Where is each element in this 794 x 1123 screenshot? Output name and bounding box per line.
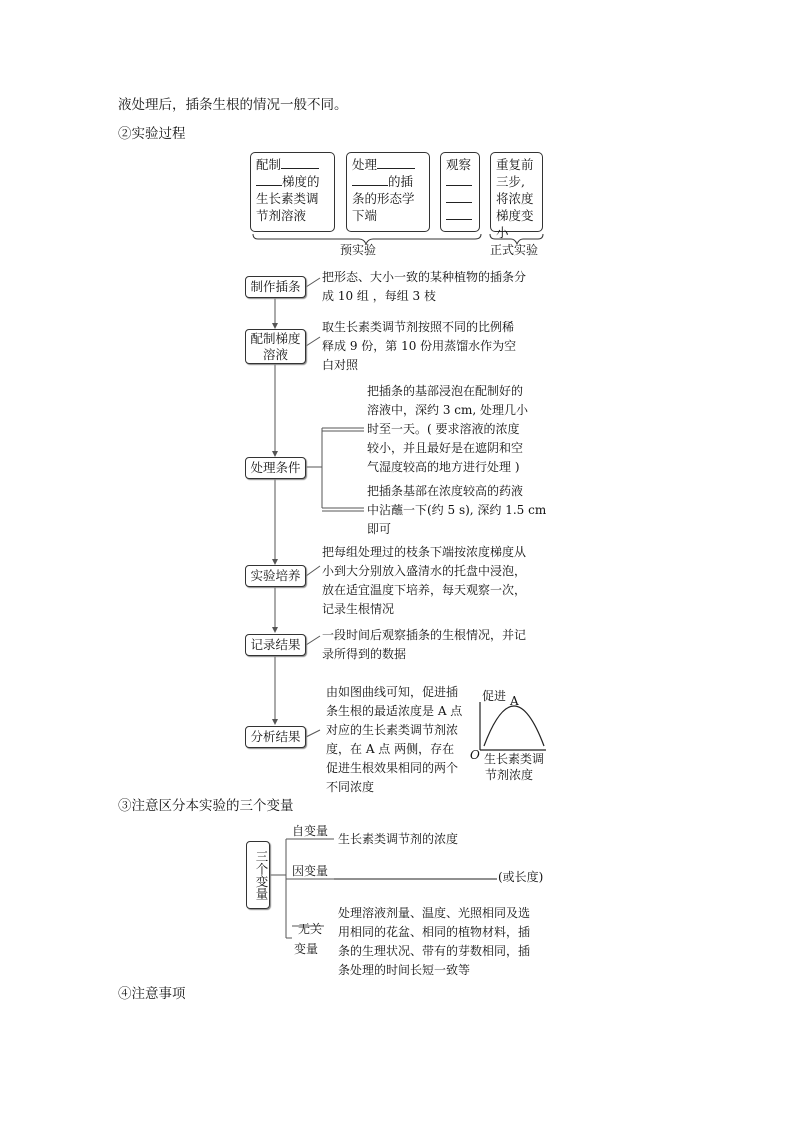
top-box-treat-mid: 的插 (388, 174, 414, 189)
step-treatment-desc-b (367, 482, 546, 539)
desc-line: 放在适宜温度下培养，每天观察一次， (322, 583, 527, 597)
intro-line: 液处理后，插条生根的情况一般不同。 (118, 97, 348, 113)
pre-experiment-label: 预实验 (340, 243, 377, 257)
mini-chart-ylabel: 促进 (482, 689, 507, 703)
desc-line: 处理溶液剂量、温度、光照相同及选 (338, 906, 531, 920)
desc-line: 对应的生长素类调节剂浓 (326, 723, 459, 737)
desc-line: 释成 9 份，第 10 份用蒸馏水作为空 (322, 339, 517, 353)
desc-line: 把形态、大小一致的某种植物的插条分 (322, 270, 527, 284)
step-analyze-desc (326, 683, 462, 797)
desc-line: 白对照 (322, 358, 359, 372)
step-culture-desc (322, 543, 526, 619)
desc-line: 取生长素类调节剂按照不同的比例稀 (322, 320, 515, 334)
step-prepare-solution: 配制梯度溶液 (245, 329, 306, 364)
desc-line: 成 10 组 ，每组 3 枝 (322, 289, 436, 303)
desc-line: 记录生根情况 (322, 602, 395, 616)
desc-line: 度，在 A 点 两侧，存在 (326, 742, 455, 756)
mini-chart-origin: O (470, 748, 480, 762)
desc-line: 条处理的时间长短一致等 (338, 963, 471, 977)
desc-line: 气湿度较高的地方进行处理 ) (367, 460, 520, 474)
top-box-prepare-rest: 生长素类调节剂溶液 (256, 191, 319, 223)
variables-root: 三个变量 (246, 841, 270, 909)
desc-line: 中沾蘸一下(约 5 s), 深约 1.5 cm (367, 503, 547, 517)
desc-line: 录所得到的数据 (322, 647, 407, 661)
desc-line: 把插条基部在浓度较高的药液 (367, 484, 524, 498)
independent-var-text: 生长素类调节剂的浓度 (338, 832, 459, 846)
step-record: 记录结果 (245, 634, 306, 656)
step-make-cuttings: 制作插条 (245, 276, 306, 298)
desc-line: 由如图曲线可知，促进插 (326, 685, 459, 699)
desc-line: 小到大分别放入盛清水的托盘中浸泡， (322, 564, 527, 578)
step-culture: 实验培养 (245, 565, 306, 587)
top-box-treat-pre: 处理 (352, 157, 378, 172)
desc-line: 一段时间后观察插条的生根情况，并记 (322, 628, 527, 642)
step-record-desc (322, 626, 526, 664)
desc-line: 溶液中，深约 3 cm, 处理几小 (367, 403, 528, 417)
dependent-var-label: 因变量 (292, 864, 329, 878)
mini-chart-peak-label: A (510, 694, 519, 708)
step-make-cuttings-desc (322, 268, 526, 306)
desc-line: 用相同的花盆、相同的植物材料，插 (338, 925, 531, 939)
step-treatment: 处理条件 (245, 457, 306, 479)
mini-chart-xlabel-line2: 节剂浓度 (485, 768, 534, 782)
step-treatment-desc-a (367, 382, 528, 477)
mini-chart-xlabel-line1: 生长素类调 (484, 752, 545, 766)
desc-line: 促进生根效果相同的两个 (326, 761, 459, 775)
top-box-treat-rest: 条的形态学下端 (352, 191, 415, 223)
irrelevant-var-text (338, 904, 530, 980)
independent-var-label: 自变量 (292, 824, 329, 838)
step-analyze: 分析结果 (245, 726, 306, 748)
desc-line: 即可 (367, 522, 392, 536)
dependent-var-suffix: (或长度) (498, 870, 544, 884)
top-box-prepare-mid: 梯度的 (282, 174, 320, 189)
top-box-observe-pre: 观察 (446, 157, 472, 172)
top-box-repeat-text: 重复前三步,将浓度梯度变小 (496, 157, 534, 240)
step-prepare-solution-desc (322, 318, 516, 375)
desc-line: 把每组处理过的枝条下端按浓度梯度从 (322, 545, 527, 559)
section2-heading: ②实验过程 (118, 126, 186, 142)
desc-line: 把插条的基部浸泡在配制好的 (367, 384, 524, 398)
section4-heading: ④注意事项 (118, 986, 186, 1002)
desc-line: 时至一天。( 要求溶液的浓度 (367, 422, 520, 436)
desc-line: 条生根的最适浓度是 A 点 (326, 704, 463, 718)
desc-line: 条的生理状况、带有的芽数相同，插 (338, 944, 531, 958)
formal-experiment-label: 正式实验 (490, 243, 539, 257)
mini-chart-xlabel (484, 751, 544, 783)
section3-heading: ③注意区分本实验的三个变量 (118, 798, 294, 814)
top-box-prepare-pre: 配制 (256, 157, 282, 172)
desc-line: 不同浓度 (326, 780, 375, 794)
desc-line: 较小，并且最好是在遮阴和空 (367, 441, 524, 455)
irrelevant-var-label-2: 变量 (294, 942, 319, 956)
irrelevant-var-label-1: 无关 (298, 922, 323, 936)
